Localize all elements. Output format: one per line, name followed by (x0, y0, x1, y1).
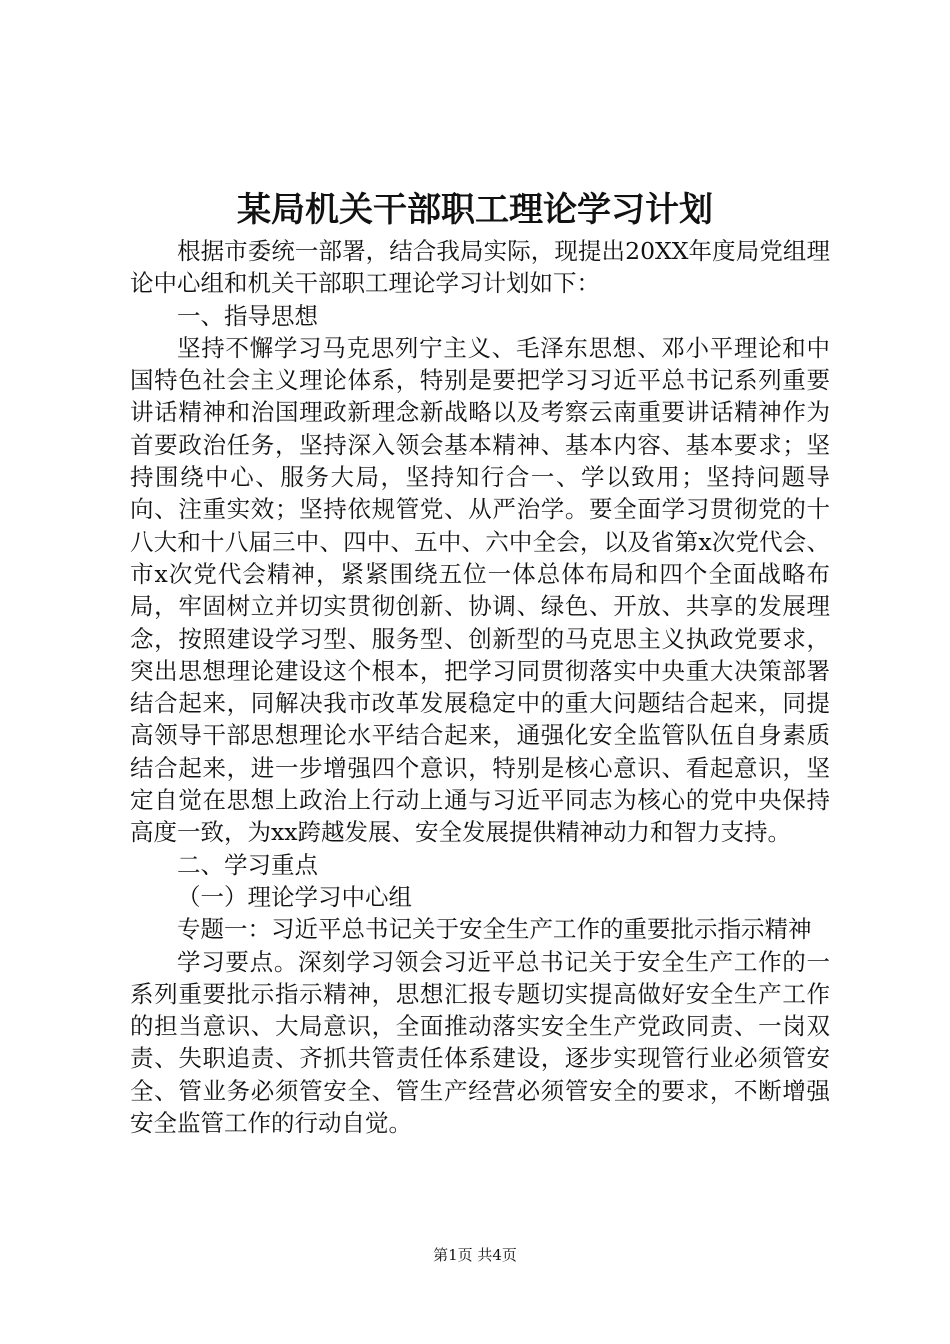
section-heading-guiding-ideology: 一、指导思想 (177, 301, 318, 330)
topic-one-heading: 专题一：习近平总书记关于安全生产工作的重要批示指示精神 (177, 915, 812, 944)
intro-paragraph: 根据市委统一部署，结合我局实际，现提出20XX年度局党组理论中心组和机关干部职工理论学习计划如下： (130, 237, 830, 298)
study-points-paragraph: 学习要点。深刻学习领会习近平总书记关于安全生产工作的一系列重要批示指示精神，思想汇报专题切实提高做好安全生产工作的担当意识、大局意识，全面推动落实安全生产党政同责、一岗双责、失职追责、齐抓共管责任体系建设，逐步实现管行业必须管安全、管业务必须管安全、管生产经营必须管安全的要求，不断增强安全监管工作的行动自觉。 (130, 947, 830, 1138)
subsection-heading-theory-group: （一）理论学习中心组 (177, 882, 412, 911)
guiding-ideology-paragraph: 坚持不懈学习马克思列宁主义、毛泽东思想、邓小平理论和中国特色社会主义理论体系，特别是要把学习习近平总书记系列重要讲话精神和治国理政新理念新战略以及考察云南重要讲话精神作为首要政治任务，坚持深入领会基本精神、基本内容、基本要求；坚持围绕中心、服务大局，坚持知行合一、学以致用；坚持问题导向、注重实效；坚持依规管党、从严治学。要全面学习贯彻党的十八大和十八届三中、四中、五中、六中全会，以及省第x次党代会、市x次党代会精神，紧紧围绕五位一体总体布局和四个全面战略布局，牢固树立并切实贯彻创新、协调、绿色、开放、共享的发展理念，按照建设学习型、服务型、创新型的马克思主义执政党要求，突出思想理论建设这个根本，把学习同贯彻落实中央重大决策部署结合起来，同解决我市改革发展稳定中的重大问题结合起来，同提高领导干部思想理论水平结合起来，通强化安全监管队伍自身素质结合起来，进一步增强四个意识，特别是核心意识、看起意识，坚定自觉在思想上政治上行动上通与习近平同志为核心的党中央保持高度一致，为xx跨越发展、安全发展提供精神动力和智力支持。 (130, 333, 830, 847)
section-heading-study-focus: 二、学习重点 (177, 850, 318, 879)
document-body (130, 235, 830, 1139)
document-title: 某局机关干部职工理论学习计划 (237, 190, 713, 230)
page-number-footer: 第1页 共4页 (433, 1246, 517, 1264)
